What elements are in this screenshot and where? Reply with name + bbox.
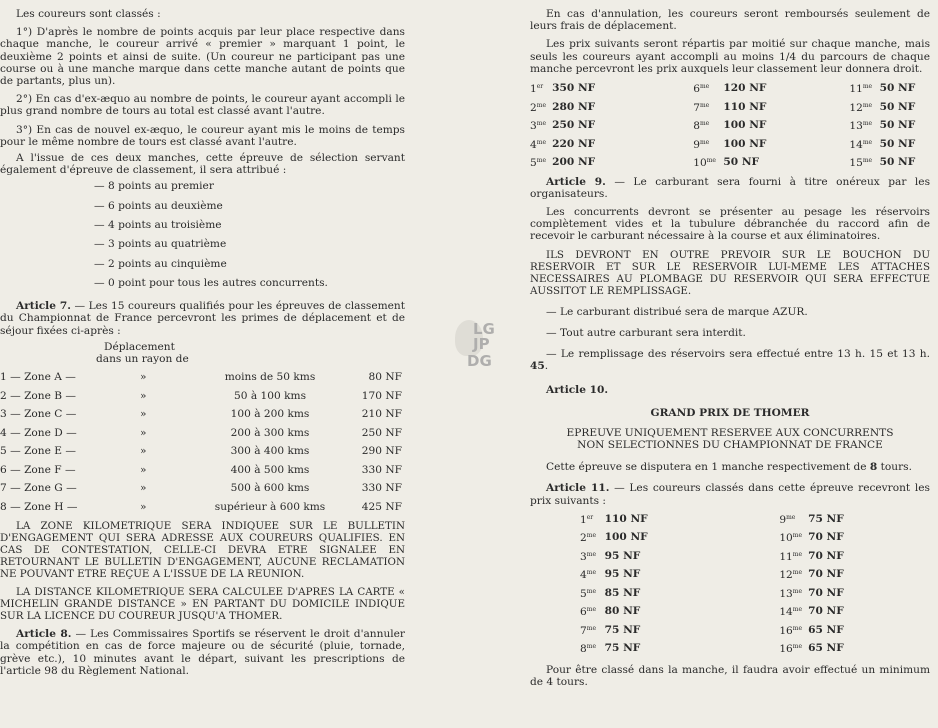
prize-rank-suffix: me — [792, 587, 803, 595]
prize-row — [580, 510, 880, 529]
prize-rank-suffix: er — [586, 513, 594, 521]
prize-amount: 50 NF — [879, 137, 916, 150]
prize-row — [580, 602, 880, 621]
prizes-table-2 — [580, 510, 880, 658]
prize-amount: 80 NF — [604, 605, 641, 618]
watermark-line2: JP — [473, 335, 490, 353]
zone-prime: 330 NF — [361, 463, 402, 476]
grand-prix-tours: 8 — [869, 461, 878, 474]
prize-rank — [779, 639, 808, 658]
prize-amount: 120 NF — [723, 82, 767, 95]
prize-rank — [693, 79, 723, 98]
left-column — [0, 0, 405, 677]
prize-rank-number: 13 — [849, 120, 863, 133]
grand-prix-subtitle-2: NON SELECTIONNES DU CHAMPIONNAT DE FRANCE — [577, 438, 883, 451]
prize-amount: 250 NF — [552, 119, 596, 132]
prize-rank-suffix: me — [536, 120, 546, 128]
prize-rank — [530, 116, 552, 135]
zone-row — [0, 368, 402, 387]
grand-prix-text-post: tours. — [877, 461, 912, 474]
prize-rank — [779, 602, 808, 621]
points-item: — 0 point pour tous les autres concurrents. — [94, 276, 328, 289]
prize-amount: 350 NF — [552, 82, 596, 95]
prize-rank — [779, 510, 808, 529]
prize-row — [580, 547, 880, 566]
remplissage-time: 45 — [530, 360, 545, 373]
zone-label: 5 — Zone E — — [0, 445, 76, 458]
zone-prime: 290 NF — [361, 445, 402, 458]
zone-notice: LA ZONE KILOMETRIQUE SERA INDIQUEE SUR LE BULLETIN D'ENGAGEMENT QUI SERA ADRESSE AUX COUREURS QUALIFIES. EN CAS DE CONTESTATION, CELLE-CI DEVRA ETRE SIGNALEE EN RETOURNANT LE BULLETIN D'ENGAGEMENT, AUCUNE RECLAMATION NE POUVANT ETRE REÇUE A L'ISSUE DE LA REUNION. — [0, 520, 405, 581]
prize-row — [580, 639, 880, 658]
prize-rank-number: 7 — [693, 101, 700, 114]
prize-amount: 100 NF — [723, 119, 767, 132]
prize-rank — [580, 528, 605, 547]
zone-range: 200 à 300 kms — [230, 426, 310, 439]
prize-rank-suffix: me — [536, 101, 546, 109]
article-7-text: — Les 15 coureurs qualifiés pour les épreuves de classement du Championnat de France percevront les primes de déplacement et de séjour fixées ci-après : — [0, 300, 405, 337]
prize-rank-number: 10 — [779, 532, 793, 545]
article-10-label: Article 10. — [546, 384, 609, 397]
zone-label: 6 — Zone F — — [0, 463, 76, 476]
zone-range: 50 à 100 kms — [233, 389, 307, 402]
prize-rank-number: 1 — [580, 513, 587, 526]
zone-ditto: » — [140, 500, 147, 513]
prize-rank-number: 3 — [530, 120, 537, 133]
prize-amount: 50 NF — [879, 156, 916, 169]
prize-amount: 85 NF — [604, 586, 641, 599]
article-9-label: Article 9. — [546, 175, 606, 188]
prize-rank — [530, 135, 552, 154]
prize-rank-number: 10 — [693, 157, 707, 170]
prize-rank — [580, 602, 605, 621]
zone-row — [0, 424, 402, 443]
zone-range: supérieur à 600 kms — [214, 500, 326, 513]
prize-rank — [849, 98, 879, 117]
zone-prime: 170 NF — [361, 389, 402, 402]
prize-rank-number: 16 — [779, 624, 793, 637]
prize-row — [580, 621, 880, 640]
prize-rank — [779, 621, 808, 640]
zone-prime: 330 NF — [361, 482, 402, 495]
zone-row — [0, 405, 402, 424]
prize-amount: 200 NF — [552, 156, 596, 169]
zone-ditto: » — [140, 482, 147, 495]
points-item: — 6 points au deuxième — [94, 199, 223, 212]
prize-rank-suffix: me — [699, 120, 710, 128]
prize-amount: 65 NF — [808, 642, 844, 655]
prize-rank-number: 7 — [580, 624, 587, 637]
article-8 — [0, 628, 405, 677]
zone-range: 300 à 400 kms — [230, 445, 310, 458]
prize-amount: 50 NF — [879, 82, 916, 95]
zone-range: 500 à 600 kms — [230, 482, 310, 495]
prize-rank — [779, 547, 808, 566]
article-9-text: — Le carburant sera fourni à titre onéreux par les organisateurs. — [530, 175, 931, 200]
zone-ditto: » — [140, 371, 147, 384]
zone-label: 8 — Zone H — — [0, 500, 78, 513]
prize-row — [580, 565, 880, 584]
prize-row — [530, 116, 930, 135]
article-8-text: — Les Commissaires Sportifs se réservent le droit d'annuler la compétition en cas de force majeure ou de sécurité (pluie, tornade, grève etc.), 10 minutes avant le départ, suivant les prescriptions de l'article 98 du Règlement National. — [0, 628, 405, 677]
points-item: — 3 points au quatrième — [94, 238, 227, 251]
zone-ditto: » — [140, 463, 147, 476]
prize-amount: 65 NF — [808, 623, 844, 636]
zone-row — [0, 387, 402, 406]
prize-rank-number: 8 — [693, 120, 700, 133]
rayon-heading: dans un rayon de — [96, 353, 189, 366]
prize-amount: 50 NF — [723, 156, 760, 169]
rule-1: 1°) D'après le nombre de points acquis par leur place respective dans chaque manche, le coureur arrivé « premier » marquant 1 point, le deuxième 2 points et ainsi de suite. (Un coureur ne participant pas une course ou à une manche marque dans cette manche autant de points que de partants, plus un). — [0, 26, 405, 88]
zone-prime: 80 NF — [368, 371, 402, 384]
prize-rank-suffix: me — [586, 587, 596, 595]
prize-rank-number: 15 — [849, 157, 863, 170]
prize-rank-number: 16 — [779, 643, 793, 656]
article-11 — [530, 482, 930, 506]
prize-rank — [693, 135, 723, 154]
prize-rank-number: 2 — [580, 532, 587, 545]
prize-amount: 70 NF — [808, 568, 844, 581]
prize-row — [580, 528, 880, 547]
prize-rank-suffix: me — [699, 101, 710, 109]
prize-amount: 75 NF — [604, 623, 641, 636]
prize-rank — [530, 98, 552, 117]
remplissage-text: — Le remplissage des réservoirs sera effectué entre 13 h. 15 et 13 h. — [546, 347, 930, 360]
prize-amount: 75 NF — [808, 512, 844, 525]
prize-rank-suffix: me — [586, 569, 596, 577]
prize-rank-suffix: me — [792, 624, 803, 632]
article-8-label: Article 8. — [16, 628, 72, 641]
prize-rank — [580, 565, 605, 584]
distance-notice: LA DISTANCE KILOMETRIQUE SERA CALCULEE D'APRES LA CARTE « MICHELIN GRANDE DISTANCE » EN PARTANT DU DOMICILE INDIQUE SUR LA LICENCE DU COUREUR JUSQU'A THOMER. — [0, 586, 405, 623]
article-9-remplissage — [530, 348, 930, 372]
article-9-pesage: Les concurrents devront se présenter au pesage les réservoirs complètement vides et la tubulure débranchée du raccord afin de recevoir le carburant nécessaire à la course et aux éliminatoires. — [530, 205, 930, 243]
prize-rank — [849, 79, 879, 98]
prize-amount: 100 NF — [723, 137, 767, 150]
zone-range: 400 à 500 kms — [230, 463, 310, 476]
rule-3: 3°) En cas de nouvel ex-æquo, le coureur ayant mis le moins de temps pour le même nombre de tours est classé avant l'autre. — [0, 123, 405, 148]
article-9-caps: ILS DEVRONT EN OUTRE PREVOIR SUR LE BOUCHON DU RESERVOIR ET SUR LE RESERVOIR LUI-MEME LES ATTACHES NECESSAIRES AU PLOMBAGE DU RESERVOIR QUI SERA EFFECTUE AUSSITOT LE REMPLISSAGE. — [530, 248, 930, 297]
prize-row — [530, 79, 930, 98]
article-11-text: — Les coureurs classés dans cette épreuve recevront les prix suivants : — [530, 482, 930, 507]
right-column — [530, 0, 930, 688]
prize-rank-number: 12 — [849, 101, 863, 114]
prize-rank-suffix: me — [586, 643, 596, 651]
grand-prix-text-pre: Cette épreuve se disputera en 1 manche respectivement de — [546, 461, 870, 474]
zone-label: 4 — Zone D — — [0, 426, 77, 439]
prize-rank-number: 14 — [849, 138, 863, 151]
prize-rank-suffix: me — [586, 624, 596, 632]
prize-rank — [693, 116, 723, 135]
prize-rank-number: 6 — [693, 83, 700, 96]
watermark-line1: LG — [473, 320, 495, 338]
zone-row — [0, 442, 402, 461]
prize-rank-number: 12 — [779, 569, 793, 582]
prize-rank-suffix: me — [792, 550, 803, 558]
prize-rank-suffix: me — [586, 532, 596, 540]
prize-rank — [849, 153, 879, 172]
zone-range: 100 à 200 kms — [230, 408, 310, 421]
prize-row — [580, 584, 880, 603]
zone-row — [0, 498, 402, 517]
prize-amount: 110 NF — [604, 512, 648, 525]
prize-rank — [779, 584, 808, 603]
remplissage-end: . — [544, 360, 549, 373]
prize-rank-suffix: me — [792, 569, 803, 577]
prize-rank — [530, 79, 552, 98]
zone-prime: 250 NF — [361, 426, 402, 439]
prize-amount: 70 NF — [808, 586, 844, 599]
prize-amount: 280 NF — [552, 100, 596, 113]
zone-ditto: » — [140, 408, 147, 421]
zone-ditto: » — [140, 445, 147, 458]
prize-rank-suffix: me — [792, 643, 803, 651]
prize-rank — [693, 98, 723, 117]
prize-rank-suffix: me — [862, 157, 873, 165]
prize-amount: 100 NF — [604, 531, 648, 544]
prize-rank-number: 11 — [779, 550, 793, 563]
prize-rank-number: 4 — [580, 569, 587, 582]
final-note: Pour être classé dans la manche, il faudra avoir effectué un minimum de 4 tours. — [530, 663, 930, 688]
prize-row — [530, 153, 930, 172]
prize-row — [530, 135, 930, 154]
prize-amount: 50 NF — [879, 100, 916, 113]
prize-rank — [580, 547, 605, 566]
zone-label: 3 — Zone C — — [0, 408, 77, 421]
prize-rank-suffix: me — [792, 606, 803, 614]
prize-rank — [580, 621, 605, 640]
prize-rank-suffix: me — [536, 138, 546, 146]
grand-prix-subtitle-1: EPREUVE UNIQUEMENT RESERVEE AUX CONCURRENTS — [566, 426, 894, 439]
points-item: — 8 points au premier — [94, 180, 214, 193]
zone-prime: 210 NF — [361, 408, 402, 421]
prize-rank-number: 5 — [580, 587, 587, 600]
prize-rank — [580, 584, 605, 603]
prize-rank-suffix: me — [862, 120, 873, 128]
zone-row — [0, 461, 402, 480]
prize-rank-number: 6 — [580, 606, 587, 619]
prize-rank-suffix: me — [786, 513, 796, 521]
prize-rank-number: 9 — [779, 513, 787, 526]
watermark-logo — [455, 320, 511, 380]
prize-rank — [693, 153, 723, 172]
prize-amount: 70 NF — [808, 531, 844, 544]
prize-amount: 110 NF — [723, 100, 767, 113]
prize-rank — [849, 135, 879, 154]
prix-intro: Les prix suivants seront répartis par moitié sur chaque manche, mais seuls les coureurs ayant accompli au moins 1/4 du parcours de chaque manche percevront les prix auxquels leur classement leur donnera droit. — [530, 38, 930, 75]
prize-rank — [849, 116, 879, 135]
zone-prime: 425 NF — [361, 500, 402, 513]
prize-rank-number: 4 — [530, 138, 537, 151]
prize-rank — [580, 639, 605, 658]
zones-table — [0, 368, 402, 516]
prize-rank-suffix: me — [706, 157, 716, 165]
article-9-interdit: — Tout autre carburant sera interdit. — [546, 326, 746, 339]
article-9 — [530, 176, 930, 200]
prize-rank-number: 11 — [849, 83, 863, 96]
prize-rank — [580, 510, 605, 529]
watermark-line3: DG — [467, 352, 492, 370]
prize-rank — [779, 528, 808, 547]
article-7-label: Article 7. — [16, 300, 71, 313]
prize-amount: 70 NF — [808, 605, 844, 618]
grand-prix-text — [530, 461, 930, 473]
selection-paragraph: A l'issue de ces deux manches, cette épreuve de sélection servant également d'épreuve de classement, il sera attribué : — [0, 152, 405, 177]
classement-intro: Les coureurs sont classés : — [16, 8, 161, 20]
prize-rank-suffix: me — [586, 550, 596, 558]
prize-amount: 50 NF — [879, 119, 916, 132]
grand-prix-title: GRAND PRIX DE THOMER — [650, 406, 810, 419]
prize-rank-number: 13 — [779, 587, 793, 600]
article-11-label: Article 11. — [546, 482, 610, 495]
annulation-paragraph: En cas d'annulation, les coureurs seront remboursés seulement de leurs frais de déplacement. — [530, 8, 930, 33]
prize-amount: 70 NF — [808, 549, 844, 562]
points-item: — 4 points au troisième — [94, 219, 222, 232]
prize-rank-number: 9 — [693, 138, 700, 151]
prize-rank — [779, 565, 808, 584]
prize-rank-suffix: me — [699, 83, 710, 91]
prize-row — [530, 98, 930, 117]
deplacement-heading: Déplacement — [104, 340, 175, 353]
prize-rank-suffix: me — [792, 532, 803, 540]
article-9-azur: — Le carburant distribué sera de marque AZUR. — [546, 305, 808, 318]
prize-rank-number: 3 — [580, 550, 587, 563]
zone-label: 1 — Zone A — — [0, 371, 76, 384]
rule-2: 2°) En cas d'ex-æquo au nombre de points, le coureur ayant accompli le plus grand nombre de tours au total est classé avant l'autre. — [0, 93, 405, 118]
zone-range: moins de 50 kms — [224, 371, 316, 384]
article-7 — [0, 300, 405, 337]
points-item: — 2 points au cinquième — [94, 257, 227, 270]
prizes-table-1 — [530, 79, 930, 172]
prize-rank-number: 1 — [530, 83, 537, 96]
zone-row — [0, 479, 402, 498]
prize-rank-suffix: me — [862, 101, 873, 109]
prize-rank-number: 5 — [530, 157, 537, 170]
prize-amount: 220 NF — [552, 137, 596, 150]
prize-rank-suffix: me — [699, 138, 710, 146]
prize-rank-suffix: me — [862, 138, 873, 146]
points-list — [0, 180, 405, 296]
zone-ditto: » — [140, 426, 147, 439]
prize-rank-suffix: me — [586, 606, 596, 614]
prize-rank-suffix: er — [536, 83, 544, 91]
prize-amount: 95 NF — [604, 568, 641, 581]
prize-rank-suffix: me — [862, 83, 873, 91]
prize-amount: 75 NF — [604, 642, 641, 655]
prize-rank-suffix: me — [536, 157, 546, 165]
prize-rank-number: 8 — [580, 643, 587, 656]
zone-label: 7 — Zone G — — [0, 482, 77, 495]
prize-rank-number: 14 — [779, 606, 793, 619]
prize-rank — [530, 153, 552, 172]
prize-rank-number: 2 — [530, 101, 537, 114]
prize-amount: 95 NF — [604, 549, 641, 562]
zone-label: 2 — Zone B — — [0, 389, 77, 402]
zone-ditto: » — [140, 389, 147, 402]
